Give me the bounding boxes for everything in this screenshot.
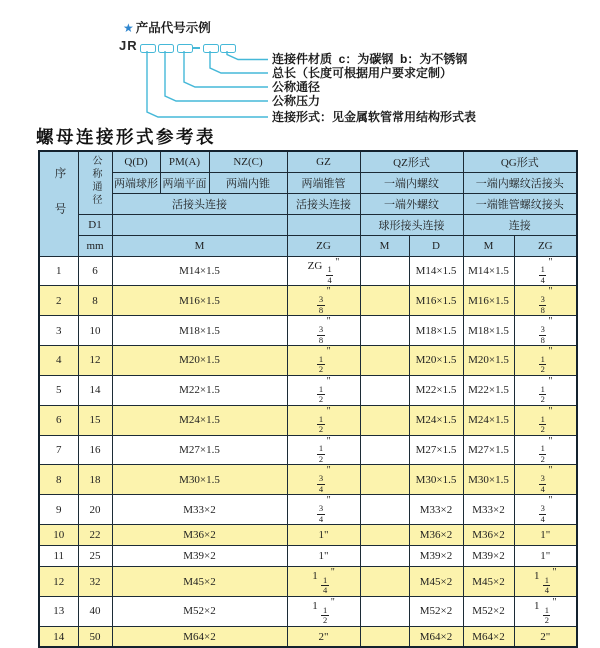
table-row	[39, 546, 577, 567]
qz-m-header: M	[360, 235, 409, 256]
table-row	[39, 495, 577, 525]
cell-qg-m: M20×1.5	[463, 346, 514, 376]
col-sub-qz: 一端内螺纹	[360, 172, 463, 193]
cell-qz-d: M36×2	[409, 525, 463, 546]
gz-connection-type: 活接头连接	[287, 193, 360, 214]
qg-m-header: M	[463, 235, 514, 256]
col-header-nz: NZ(C)	[209, 151, 287, 172]
zg-column-header: ZG	[287, 235, 360, 256]
code-label-length: 总长（长度可根据用户要求定制）	[272, 66, 453, 80]
cell-qz-m	[360, 405, 409, 435]
cell-dn: 25	[78, 546, 112, 567]
cell-m: M30×1.5	[112, 465, 287, 495]
cell-m: M33×2	[112, 495, 287, 525]
cell-gz: $\frac{1}{2}$ "	[287, 435, 360, 465]
cell-qg-m: M18×1.5	[463, 316, 514, 346]
cell-qg-zg: $\frac{3}{8}$ "	[514, 316, 577, 346]
cell-qg-m: M16×1.5	[463, 286, 514, 316]
cell-qz-m	[360, 465, 409, 495]
cell-gz: 1"	[287, 546, 360, 567]
cell-dn: 12	[78, 346, 112, 376]
cell-dn: 18	[78, 465, 112, 495]
cell-qg-m: M33×2	[463, 495, 514, 525]
cell-m: M14×1.5	[112, 256, 287, 286]
cell-qz-m	[360, 495, 409, 525]
cell-qz-d: M24×1.5	[409, 405, 463, 435]
cell-no: 13	[39, 596, 78, 626]
cell-qg-zg: $\frac{1}{2}$ "	[514, 435, 577, 465]
d1-header: D1	[78, 214, 112, 235]
table-row	[39, 256, 577, 286]
cell-no: 12	[39, 567, 78, 597]
cell-qg-zg: $\frac{1}{4}$ "	[514, 256, 577, 286]
qz-d-header: D	[409, 235, 463, 256]
cell-qg-zg: $\frac{1}{2}$ "	[514, 375, 577, 405]
cell-qz-m	[360, 316, 409, 346]
table-row	[39, 465, 577, 495]
col-header-qz: QZ形式	[360, 151, 463, 172]
cell-qg-zg: 1 $\frac{1}{4}$ "	[514, 567, 577, 597]
cell-no: 9	[39, 495, 78, 525]
cell-m: M27×1.5	[112, 435, 287, 465]
cell-dn: 32	[78, 567, 112, 597]
cell-gz: 1 $\frac{1}{4}$ "	[287, 567, 360, 597]
table-title: 螺母连接形式参考表	[36, 128, 216, 148]
cell-qz-d: M64×2	[409, 626, 463, 647]
cell-qz-m	[360, 525, 409, 546]
cell-qz-d: M14×1.5	[409, 256, 463, 286]
cell-qg-zg: $\frac{3}{8}$ "	[514, 286, 577, 316]
product-code-example-text: 产品代号示例	[135, 21, 211, 35]
header-row-2	[39, 172, 577, 193]
col-sub-nz: 两端内锥	[209, 172, 287, 193]
cell-gz: $\frac{1}{2}$ "	[287, 346, 360, 376]
qg-connection-type: 连接	[463, 214, 577, 235]
cell-qg-m: M36×2	[463, 525, 514, 546]
cell-qg-zg: 1 $\frac{1}{2}$ "	[514, 596, 577, 626]
qg-zg-header: ZG	[514, 235, 577, 256]
cell-qz-m	[360, 286, 409, 316]
cell-qz-m	[360, 256, 409, 286]
table-row	[39, 525, 577, 546]
cell-gz: $\frac{1}{2}$ "	[287, 375, 360, 405]
cell-qg-m: M30×1.5	[463, 465, 514, 495]
table-row	[39, 405, 577, 435]
cell-gz: ZG $\frac{1}{4}$ "	[287, 256, 360, 286]
cell-qz-d: M27×1.5	[409, 435, 463, 465]
cell-qg-zg: $\frac{1}{2}$ "	[514, 405, 577, 435]
cell-qg-zg: 1"	[514, 525, 577, 546]
table-row	[39, 567, 577, 597]
cell-qz-d: M52×2	[409, 596, 463, 626]
col-sub-q: 两端球形	[112, 172, 160, 193]
cell-qz-d: M33×2	[409, 495, 463, 525]
cell-dn: 20	[78, 495, 112, 525]
code-label-connection: 连接形式：见金属软管常用结构形式表	[272, 110, 477, 124]
m-column-header: M	[112, 235, 287, 256]
cell-gz: $\frac{3}{4}$ "	[287, 465, 360, 495]
cell-dn: 10	[78, 316, 112, 346]
cell-gz: $\frac{3}{8}$ "	[287, 286, 360, 316]
cell-qg-m: M39×2	[463, 546, 514, 567]
cell-dn: 14	[78, 375, 112, 405]
cell-m: M36×2	[112, 525, 287, 546]
table-header	[39, 151, 577, 256]
gz-blank-cell	[287, 214, 360, 235]
qg-sub2: 一端锥管螺纹接头	[463, 193, 577, 214]
cell-no: 14	[39, 626, 78, 647]
cell-no: 5	[39, 375, 78, 405]
col-sub-qg: 一端内螺纹活接头	[463, 172, 577, 193]
cell-gz: $\frac{3}{8}$ "	[287, 316, 360, 346]
cell-qz-d: M22×1.5	[409, 375, 463, 405]
cell-dn: 22	[78, 525, 112, 546]
cell-dn: 16	[78, 435, 112, 465]
qz-sub2: 一端外螺纹	[360, 193, 463, 214]
cell-no: 6	[39, 405, 78, 435]
cell-dn: 6	[78, 256, 112, 286]
cell-dn: 8	[78, 286, 112, 316]
cell-qg-m: M22×1.5	[463, 375, 514, 405]
cell-dn: 15	[78, 405, 112, 435]
table-row	[39, 316, 577, 346]
cell-qg-zg: $\frac{1}{2}$ "	[514, 346, 577, 376]
col-sub-gz: 两端锥管	[287, 172, 360, 193]
table-body	[39, 256, 577, 647]
left-blank-cell	[112, 214, 287, 235]
cell-dn: 50	[78, 626, 112, 647]
cell-qg-zg: $\frac{3}{4}$ "	[514, 495, 577, 525]
col-sub-pm: 两端平面	[160, 172, 209, 193]
cell-m: M39×2	[112, 546, 287, 567]
cell-gz: 1 $\frac{1}{2}$ "	[287, 596, 360, 626]
qz-connection-type: 球形接头连接	[360, 214, 463, 235]
cell-dn: 40	[78, 596, 112, 626]
table-row	[39, 435, 577, 465]
cell-no: 1	[39, 256, 78, 286]
header-row-4	[39, 214, 577, 235]
cell-no: 7	[39, 435, 78, 465]
cell-no: 2	[39, 286, 78, 316]
cell-qg-zg: 1"	[514, 546, 577, 567]
cell-gz: 2"	[287, 626, 360, 647]
cell-m: M52×2	[112, 596, 287, 626]
cell-qz-d: M39×2	[409, 546, 463, 567]
col-header-gz: GZ	[287, 151, 360, 172]
cell-no: 11	[39, 546, 78, 567]
cell-qz-m	[360, 346, 409, 376]
cell-qg-m: M24×1.5	[463, 405, 514, 435]
cell-qg-m: M52×2	[463, 596, 514, 626]
cell-qz-m	[360, 546, 409, 567]
cell-qg-m: M14×1.5	[463, 256, 514, 286]
table-row	[39, 286, 577, 316]
col-header-seq: 序号	[39, 151, 78, 256]
cell-qg-zg: $\frac{3}{4}$ "	[514, 465, 577, 495]
cell-qz-m	[360, 567, 409, 597]
cell-qg-zg: 2"	[514, 626, 577, 647]
col-header-nominal-diameter: 公称通径	[78, 151, 112, 214]
reference-table	[38, 150, 578, 648]
header-row-5	[39, 235, 577, 256]
mm-header: mm	[78, 235, 112, 256]
header-row-3	[39, 193, 577, 214]
col-header-qg: QG形式	[463, 151, 577, 172]
star-icon: ★	[123, 21, 134, 35]
left-connection-type: 活接头连接	[112, 193, 287, 214]
code-label-pressure: 公称压力	[272, 94, 321, 108]
cell-qg-m: M64×2	[463, 626, 514, 647]
code-label-material: 连接件材质 c：为碳钢 b：为不锈钢	[272, 52, 468, 66]
cell-m: M64×2	[112, 626, 287, 647]
cell-m: M45×2	[112, 567, 287, 597]
cell-gz: $\frac{3}{4}$ "	[287, 495, 360, 525]
code-label-diameter: 公称通径	[272, 80, 321, 94]
table-row	[39, 346, 577, 376]
cell-qz-m	[360, 626, 409, 647]
cell-m: M22×1.5	[112, 375, 287, 405]
cell-qz-d: M18×1.5	[409, 316, 463, 346]
cell-qz-d: M16×1.5	[409, 286, 463, 316]
cell-m: M18×1.5	[112, 316, 287, 346]
col-header-q: Q(D)	[112, 151, 160, 172]
table-row	[39, 375, 577, 405]
cell-gz: $\frac{1}{2}$ "	[287, 405, 360, 435]
col-header-pm: PM(A)	[160, 151, 209, 172]
cell-qz-m	[360, 375, 409, 405]
cell-qz-d: M45×2	[409, 567, 463, 597]
cell-qz-d: M30×1.5	[409, 465, 463, 495]
code-prefix: JR	[119, 38, 138, 53]
cell-m: M20×1.5	[112, 346, 287, 376]
cell-qz-d: M20×1.5	[409, 346, 463, 376]
table-row	[39, 626, 577, 647]
cell-no: 4	[39, 346, 78, 376]
cell-m: M24×1.5	[112, 405, 287, 435]
table-row	[39, 596, 577, 626]
cell-qz-m	[360, 596, 409, 626]
cell-gz: 1"	[287, 525, 360, 546]
cell-no: 8	[39, 465, 78, 495]
cell-qg-m: M27×1.5	[463, 435, 514, 465]
cell-no: 10	[39, 525, 78, 546]
cell-qg-m: M45×2	[463, 567, 514, 597]
header-row-1	[39, 151, 577, 172]
cell-qz-m	[360, 435, 409, 465]
cell-m: M16×1.5	[112, 286, 287, 316]
cell-no: 3	[39, 316, 78, 346]
